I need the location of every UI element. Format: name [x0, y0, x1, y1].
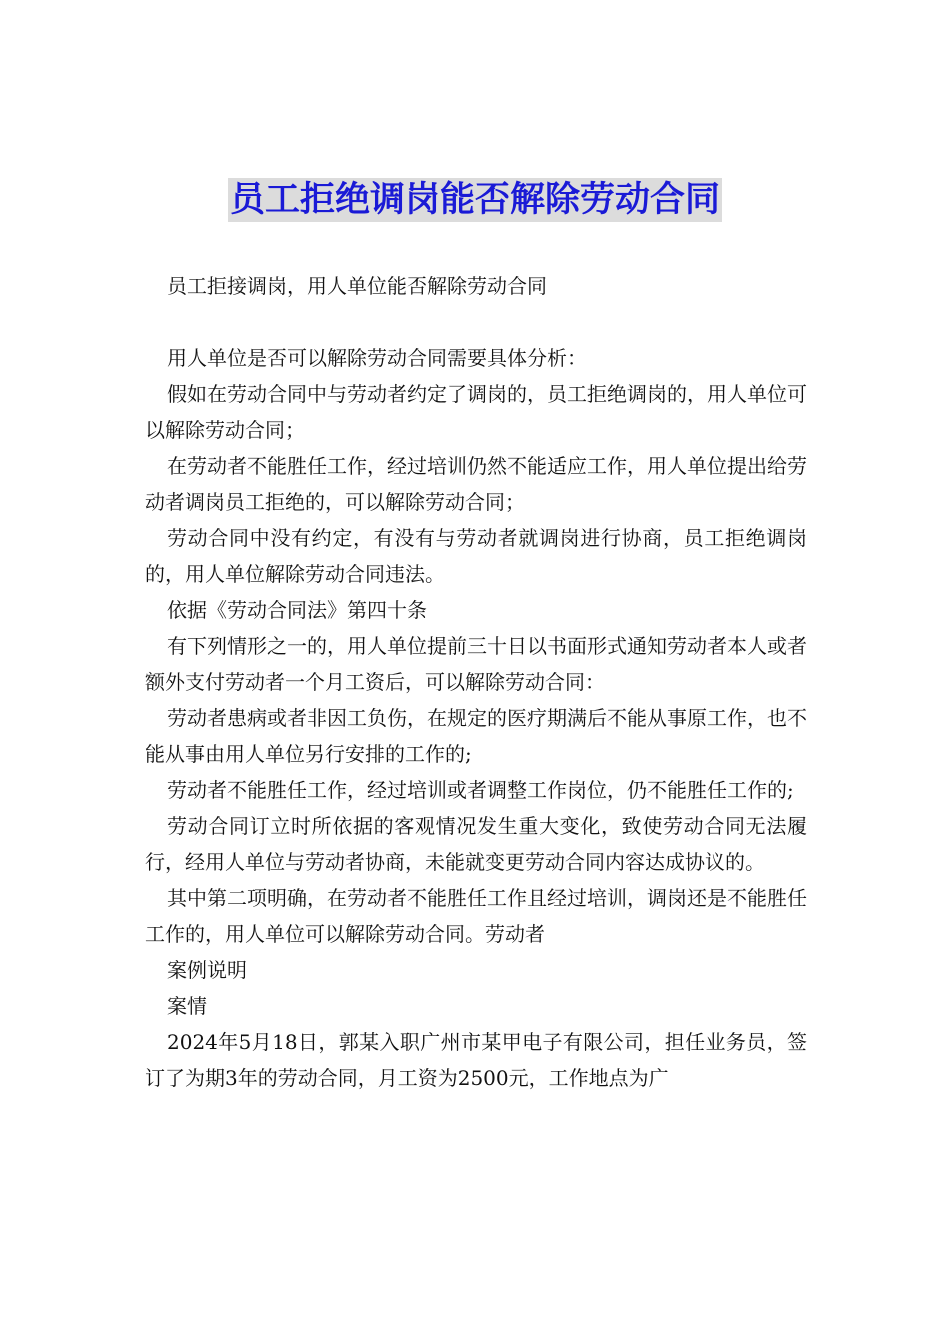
title-container: [0, 178, 950, 222]
document-body: [145, 268, 807, 1096]
paragraph-law-reference: 依据《劳动合同法》第四十条: [167, 598, 427, 622]
paragraph: 其中第二项明确，在劳动者不能胜任工作且经过培训，调岗还是不能胜任工作的，用人单位可以解除劳动合同。劳动者: [145, 886, 807, 946]
paragraph: 有下列情形之一的，用人单位提前三十日以书面形式通知劳动者本人或者额外支付劳动者一个月工资后，可以解除劳动合同：: [145, 634, 807, 694]
paragraph: 劳动者不能胜任工作，经过培训或者调整工作岗位，仍不能胜任工作的;: [167, 778, 794, 802]
document-title: 员工拒绝调岗能否解除劳动合同: [229, 180, 720, 220]
paragraph: 假如在劳动合同中与劳动者约定了调岗的，员工拒绝调岗的，用人单位可以解除劳动合同；: [145, 382, 807, 442]
paragraph-subtitle: 员工拒接调岗，用人单位能否解除劳动合同: [167, 274, 547, 298]
paragraph: 劳动者患病或者非因工负伤，在规定的医疗期满后不能从事原工作，也不能从事由用人单位另行安排的工作的;: [145, 706, 807, 766]
paragraph: 劳动合同中没有约定，有没有与劳动者就调岗进行协商，员工拒绝调岗的，用人单位解除劳动合同违法。: [145, 526, 807, 586]
paragraph: 劳动合同订立时所依据的客观情况发生重大变化，致使劳动合同无法履行，经用人单位与劳动者协商，未能就变更劳动合同内容达成协议的。: [145, 814, 807, 874]
paragraph: 2024年5月18日，郭某入职广州市某甲电子有限公司，担任业务员，签订了为期3年的劳动合同，月工资为2500元，工作地点为广: [145, 1030, 807, 1090]
section-heading-case: 案例说明: [167, 958, 247, 982]
paragraph: 在劳动者不能胜任工作，经过培训仍然不能适应工作，用人单位提出给劳动者调岗员工拒绝的，可以解除劳动合同；: [145, 454, 807, 514]
paragraph: 用人单位是否可以解除劳动合同需要具体分析：: [167, 346, 587, 370]
section-heading-facts: 案情: [167, 994, 207, 1018]
